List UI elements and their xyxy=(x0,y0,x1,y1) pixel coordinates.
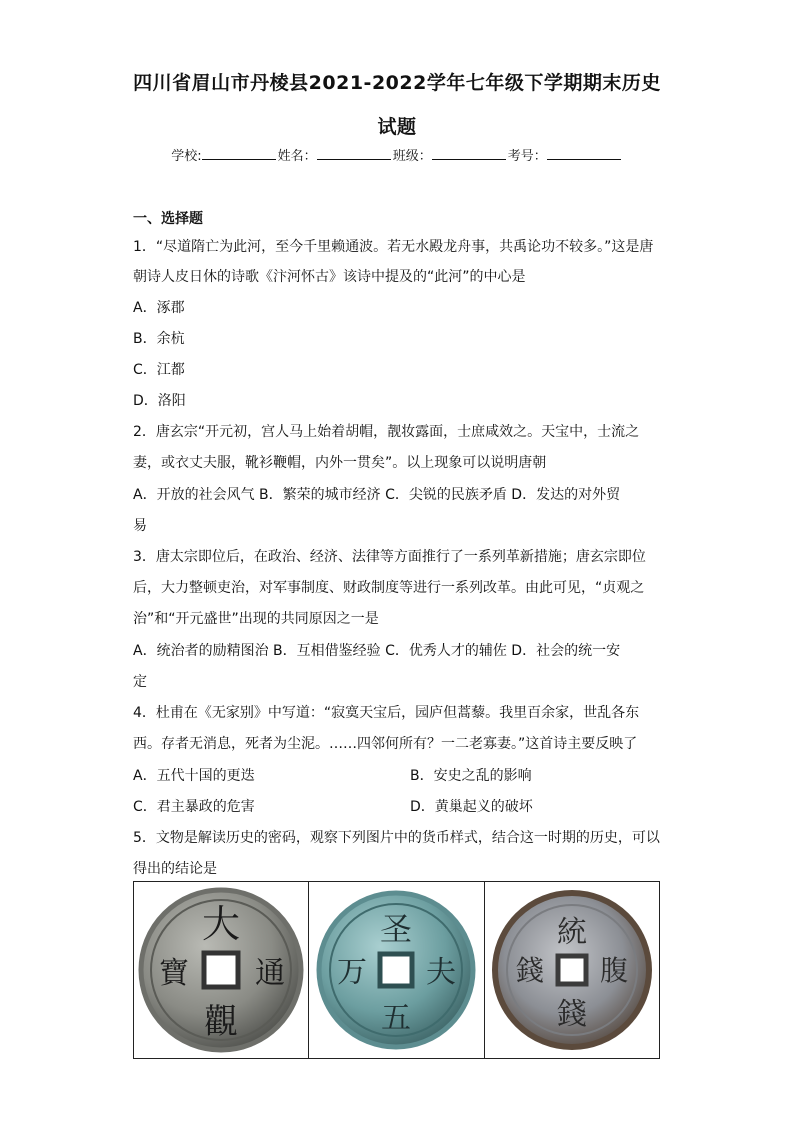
name-blank[interactable] xyxy=(317,147,391,160)
q5-stem-line2: 得出的结论是 xyxy=(133,861,217,877)
q1-option-d: D．洛阳 xyxy=(133,393,186,409)
q2-stem-line1: 2．唐玄宗“开元初，宫人马上始着胡帽，靓妆露面，士庶咸效之。天宝中，士流之 xyxy=(133,424,640,440)
coin-1-image xyxy=(138,887,304,1053)
coin-image-table xyxy=(133,881,660,1059)
class-blank[interactable] xyxy=(432,147,506,160)
q2-options: A．开放的社会风气 B．繁荣的城市经济 C．尖锐的民族矛盾 D．发达的对外贸 xyxy=(133,487,621,503)
q3-stem-line3: 治”和“开元盛世”出现的共同原因之一是 xyxy=(133,611,379,627)
q3-options: A．统治者的励精图治 B．互相借鉴经验 C．优秀人才的辅佐 D．社会的统一安 xyxy=(133,643,621,659)
coin-2-char-bottom: 五 xyxy=(381,1001,412,1036)
q4-option-d: D．黄巢起义的破坏 xyxy=(410,799,533,815)
q3-stem-line2: 后，大力整顿吏治，对军事制度、财政制度等进行一系列改革。由此可见，“贞观之 xyxy=(133,580,645,596)
coin-1-char-top: 大 xyxy=(202,902,241,946)
q1-option-a: A．涿郡 xyxy=(133,300,185,316)
school-label: 学校: xyxy=(171,149,202,164)
exam-title-continued: 试题 xyxy=(377,116,417,138)
q1-stem-line2: 朝诗人皮日休的诗歌《汴河怀古》该诗中提及的“此河”的中心是 xyxy=(133,269,526,285)
coin-3-char-right: 腹 xyxy=(599,954,628,987)
exam-no-blank[interactable] xyxy=(547,147,621,160)
q3-options-wrap: 定 xyxy=(133,674,147,690)
coin-3-char-top: 統 xyxy=(556,915,587,950)
coin-2-char-left: 万 xyxy=(337,955,368,990)
coin-1-char-left: 寶 xyxy=(159,956,190,991)
class-label: 班级： xyxy=(392,149,432,164)
name-label: 姓名： xyxy=(277,149,317,164)
section-heading: 一、选择题 xyxy=(133,211,203,227)
coin-2-char-right: 夫 xyxy=(426,955,457,990)
coin-3-char-bottom: 錢 xyxy=(556,997,587,1032)
q5-stem-line1: 5．文物是解读历史的密码，观察下列图片中的货币样式，结合这一时期的历史，可以 xyxy=(133,830,660,846)
coin-cell-1 xyxy=(134,882,309,1058)
q3-stem-line1: 3．唐太宗即位后，在政治、经济、法律等方面推行了一系列革新措施；唐玄宗即位 xyxy=(133,549,646,565)
exam-title: 四川省眉山市丹棱县2021-2022学年七年级下学期期末历史 xyxy=(133,72,661,94)
q4-option-b: B．安史之乱的影响 xyxy=(410,768,532,784)
coin-1-char-right: 通 xyxy=(255,956,286,991)
q2-options-wrap: 易 xyxy=(133,518,147,534)
q4-stem-line2: 西。存者无消息，死者为尘泥。……四邻何所有？一二老寡妻。”这首诗主要反映了 xyxy=(133,736,638,752)
coin-2-char-top: 圣 xyxy=(380,910,413,948)
coin-cell-3 xyxy=(485,882,659,1058)
q4-option-a: A．五代十国的更迭 xyxy=(133,768,255,784)
coin-1-char-bottom: 觀 xyxy=(204,1002,239,1042)
q1-option-c: C．江都 xyxy=(133,362,185,378)
coin-cell-2 xyxy=(309,882,484,1058)
q1-stem-line1: 1．“尽道隋亡为此河，至今千里赖通波。若无水殿龙舟事，共禹论功不较多。”这是唐 xyxy=(133,239,654,255)
q4-option-c: C．君主暴政的危害 xyxy=(133,799,255,815)
student-info-line xyxy=(0,145,794,164)
q1-option-b: B．余杭 xyxy=(133,331,185,347)
coin-2-image xyxy=(316,890,476,1050)
q4-stem-line1: 4．杜甫在《无家别》中写道：“寂寞天宝后，园庐但蒿藜。我里百余家，世乱各东 xyxy=(133,705,640,721)
coin-3-char-left: 錢 xyxy=(515,954,544,987)
exam-no-label: 考号： xyxy=(507,149,547,164)
coin-3-image xyxy=(492,890,652,1050)
q2-stem-line2: 妻，或衣丈夫服，靴衫鞭帽，内外一贯矣”。以上现象可以说明唐朝 xyxy=(133,455,547,471)
school-blank[interactable] xyxy=(202,147,276,160)
